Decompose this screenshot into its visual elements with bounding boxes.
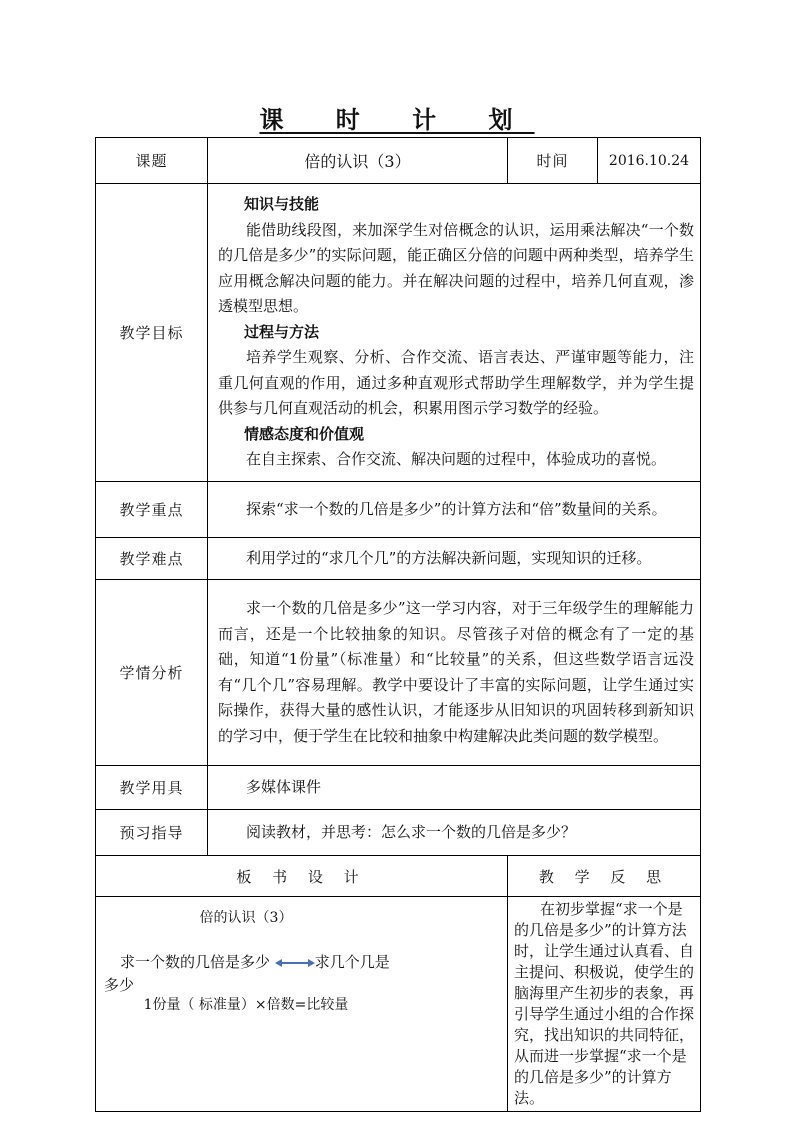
board-relation-left: 求一个数的几倍是多少	[120, 953, 271, 971]
objective-heading-process: 过程与方法	[244, 322, 320, 341]
board-title: 倍的认识（3）	[199, 910, 293, 926]
page-title: 课 时 计 划	[259, 105, 535, 134]
analysis-value: 求一个数的几倍是多少”这一学习内容，对于三年级学生的理解能力而言，还是一个比较抽象的知识。尽管孩子对倍的概念有了一定的基础，知道“1份量”（标准量）和“比较量”的关系，但这些数学语言远没有“几个几”容易理解。教学中要设计了丰富的实际问题，让学生通过实际操作，获得大量的感性认识，才能逐步从旧知识的巩固转移到新知识的学习中，便于学生在比较和抽象中构建解决此类问题的数学模型。	[208, 580, 701, 766]
topic-label: 课题	[96, 138, 208, 184]
objective-text-emotion: 在自主探索、合作交流、解决问题的过程中，体验成功的喜悦。	[246, 450, 667, 469]
tools-label: 教学用具	[96, 766, 208, 810]
preview-row	[96, 810, 701, 856]
objective-heading-knowledge: 知识与技能	[244, 195, 320, 214]
reflection-text: 在初步掌握“求一个是的几倍是多少”的计算方法时，让学生通过认真看、自主提问、积极说，使学生的脑海里产生初步的表象，再引导学生通过小组的合作探究，找出知识的共同特征，从而进一步掌握“求一个是的几倍是多少”的计算方法。	[508, 897, 701, 1112]
topic-row	[96, 138, 701, 184]
board-formula: 1份量（ 标准量）×倍数=比较量	[143, 997, 349, 1013]
objective-text-process: 培养学生观察、分析、合作交流、语言表达、严谨审题等能力，注重几何直观的作用，通过多种直观形式帮助学生理解数学，并为学生提供参与几何直观活动的机会，积累用图示学习数学的经验。	[218, 348, 694, 418]
board-relation	[104, 951, 394, 996]
key-point-value: 探索“求一个数的几倍是多少”的计算方法和“倍”数量间的关系。	[208, 482, 701, 538]
tools-row	[96, 766, 701, 810]
board-content	[96, 897, 507, 1022]
objective-text-knowledge: 能借助线段图，来加深学生对倍概念的认识，运用乘法解决“一个数的几倍是多少”的实际问题，能正确区分倍的问题中两种类型，培养学生应用概念解决问题的能力。并在解决问题的过程中，培养几何直观，渗透模型思想。	[218, 220, 694, 316]
objectives-content	[208, 184, 701, 482]
topic-value: 倍的认识（3）	[208, 138, 508, 184]
key-point-label: 教学重点	[96, 482, 208, 538]
analysis-label: 学情分析	[96, 580, 208, 766]
board-relation-right: 求几个几是多少	[104, 953, 390, 994]
board-design-cell	[96, 897, 508, 1112]
preview-value: 阅读教材，并思考：怎么求一个数的几倍是多少？	[208, 810, 701, 856]
objectives-label: 教学目标	[96, 184, 208, 482]
lesson-plan-table	[95, 137, 701, 1112]
difficulty-value: 利用学过的“求几个几”的方法解决新问题，实现知识的迁移。	[208, 538, 701, 580]
analysis-row	[96, 580, 701, 766]
section-header-row	[96, 856, 701, 897]
double-arrow-icon	[275, 952, 315, 974]
board-reflection-row	[96, 897, 701, 1112]
difficulty-label: 教学难点	[96, 538, 208, 580]
time-label: 时间	[508, 138, 598, 184]
teaching-reflection-header: 教 学 反 思	[508, 856, 701, 897]
board-design-header: 板 书 设 计	[96, 856, 508, 897]
difficulty-row	[96, 538, 701, 580]
objectives-row	[96, 184, 701, 482]
time-value: 2016.10.24	[598, 138, 701, 184]
preview-label: 预习指导	[96, 810, 208, 856]
key-point-row	[96, 482, 701, 538]
objective-heading-emotion: 情感态度和价值观	[244, 424, 365, 443]
tools-value: 多媒体课件	[208, 766, 701, 810]
